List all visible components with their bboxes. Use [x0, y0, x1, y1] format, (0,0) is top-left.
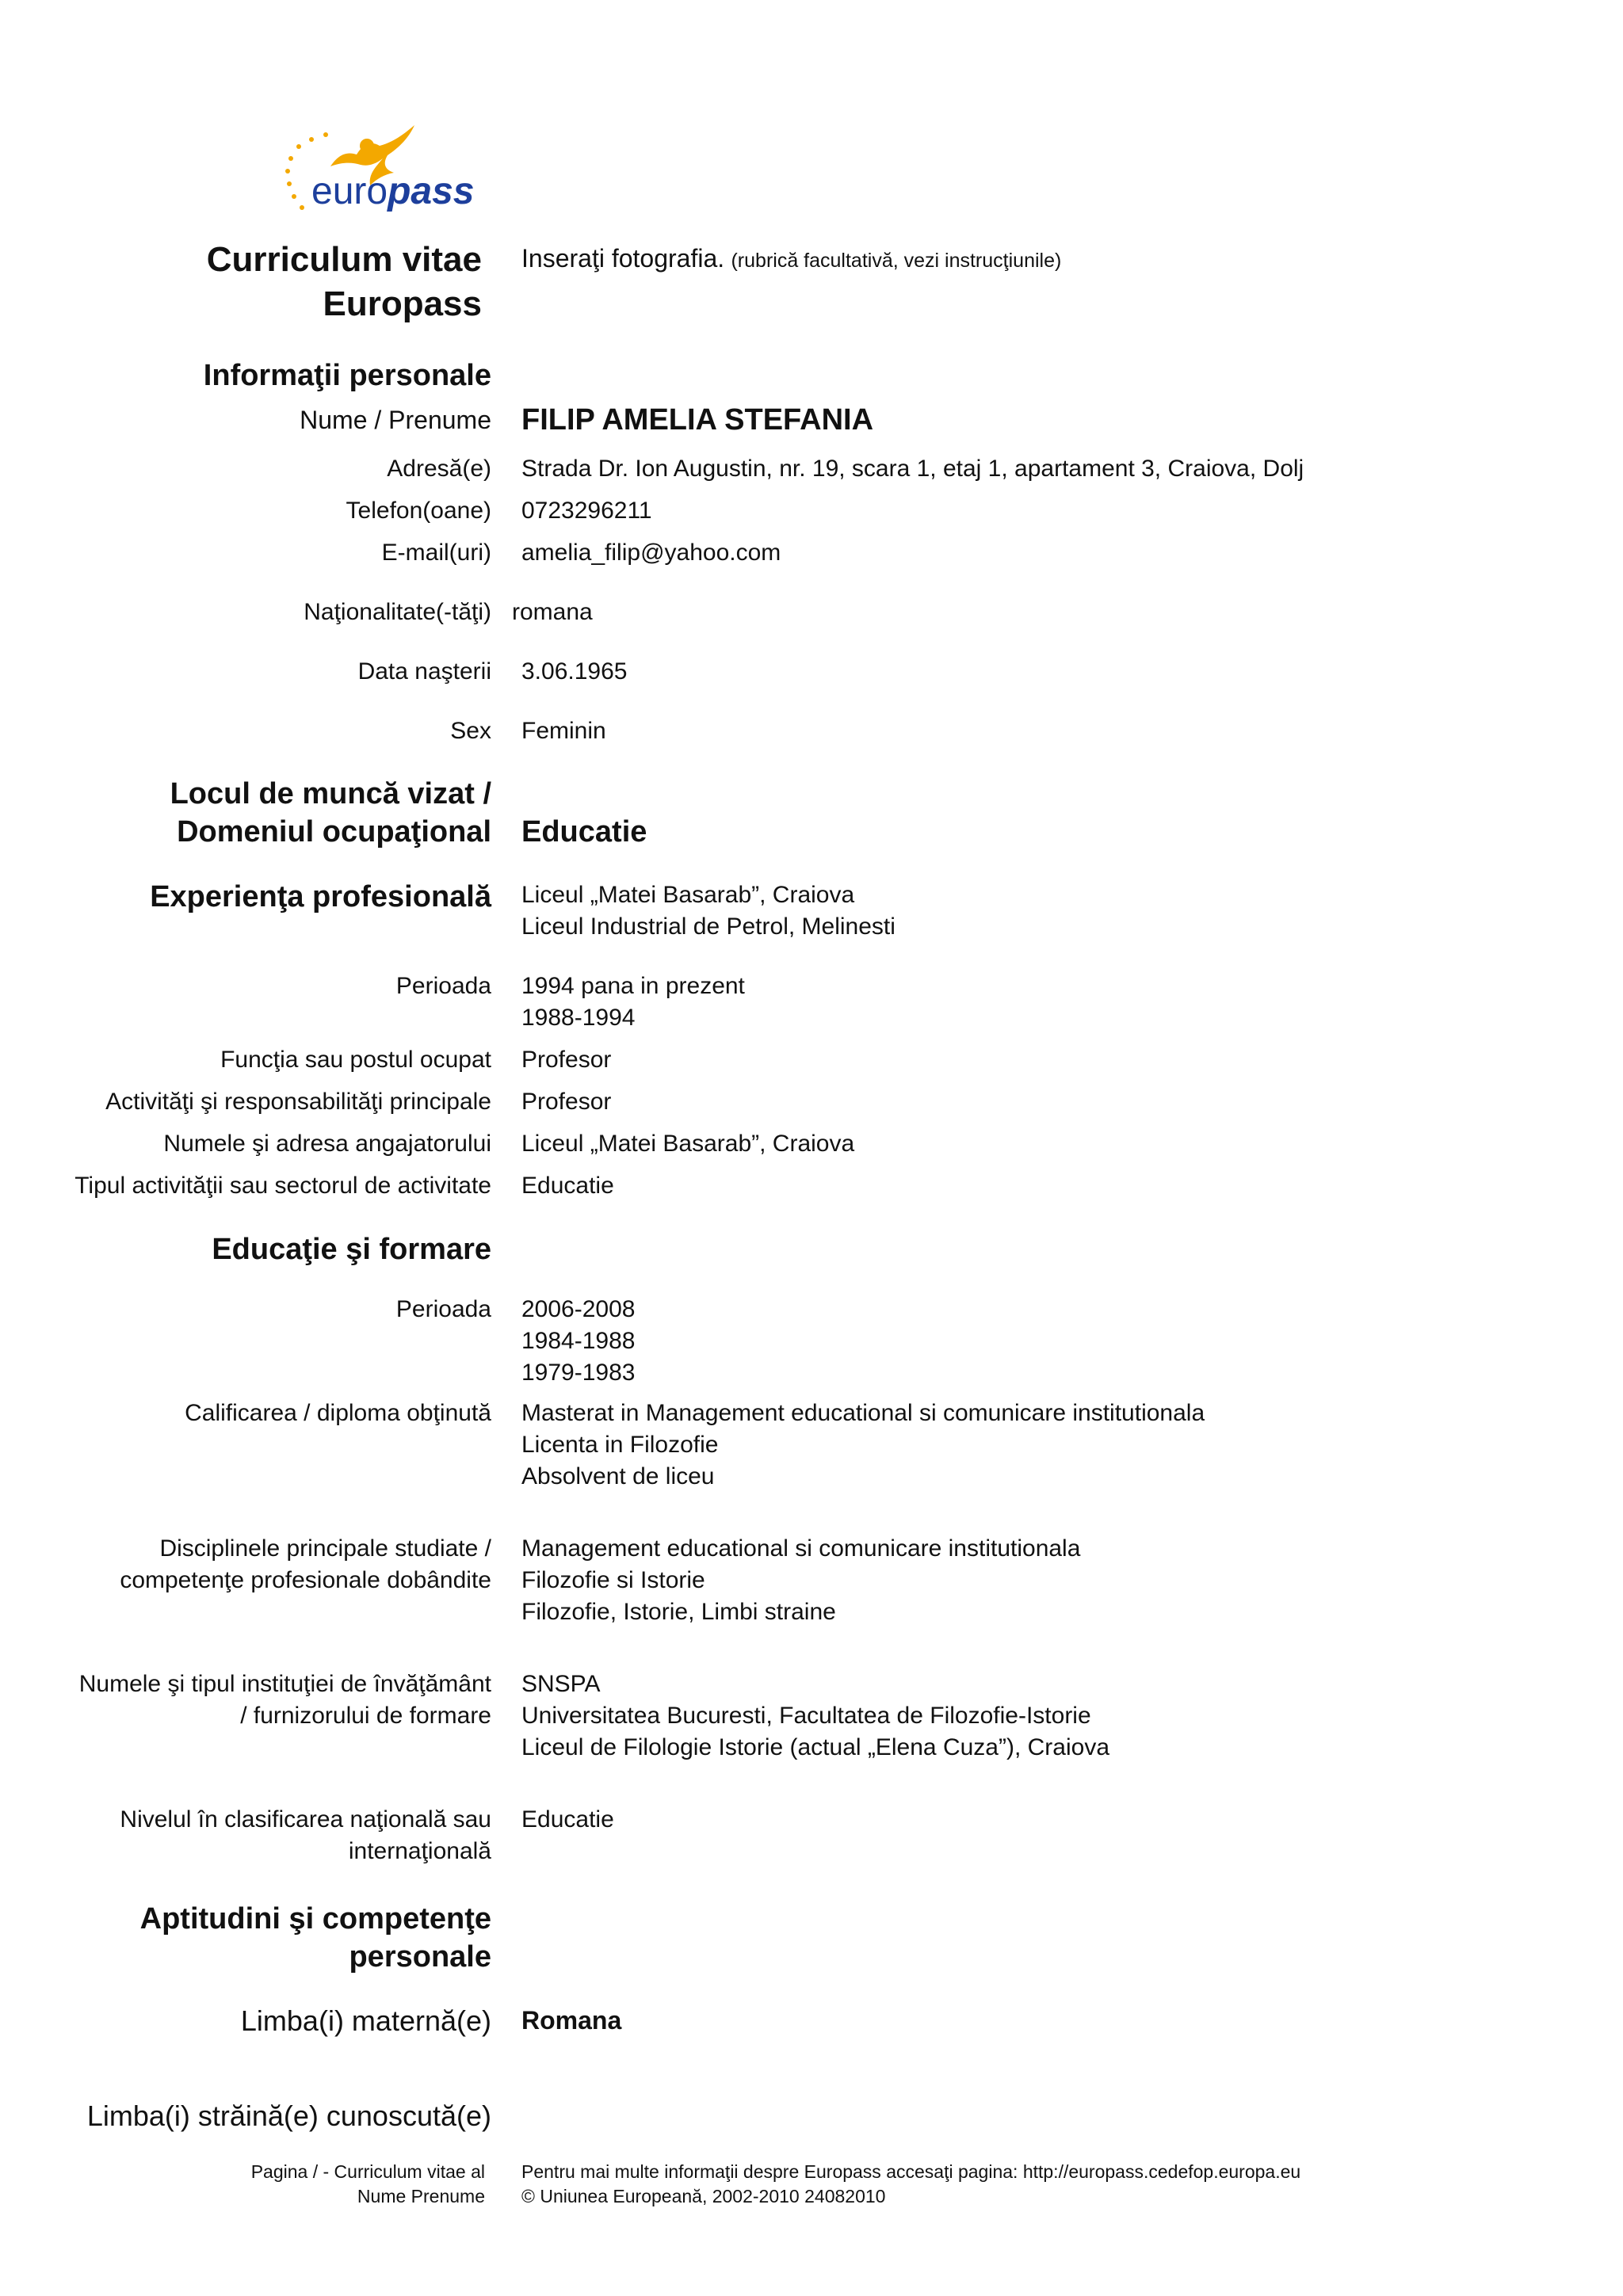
experience-period-label: Perioada	[395, 973, 491, 999]
experience-periods	[521, 971, 745, 1034]
nationality-value: romana	[512, 599, 593, 625]
target-job-heading: Locul de muncă vizat / Domeniul ocupaţional	[170, 777, 491, 849]
target-job-value: Educatie	[521, 815, 647, 849]
education-periods	[521, 1294, 635, 1389]
qualification-label: Calificarea / diploma obţinută	[185, 1400, 491, 1426]
address-value: Strada Dr. Ion Augustin, nr. 19, scara 1, etaj 1, apartament 3, Craiova, Dolj	[521, 456, 1304, 482]
nationality-label: Naţionalitate(-tăţi)	[304, 599, 491, 625]
list-item: Liceul Industrial de Petrol, Melinesti	[521, 913, 896, 940]
list-item: Liceul de Filologie Istorie (actual „Elena Cuza”), Craiova	[521, 1734, 1110, 1760]
sector-label: Tipul activităţii sau sectorul de activitate	[74, 1173, 491, 1199]
list-item: 1994 pana in prezent	[521, 973, 745, 999]
list-item: Filozofie, Istorie, Limbi straine	[521, 1599, 836, 1625]
list-item: 2006-2008	[521, 1296, 636, 1322]
activities-value: Profesor	[521, 1089, 612, 1115]
skills-heading: Aptitudini şi competenţe personale	[139, 1902, 491, 1974]
email-label: E-mail(uri)	[381, 540, 491, 566]
foreign-languages-label: Limba(i) străină(e) cunoscută(e)	[86, 2100, 491, 2132]
logo-pass-text: pass	[388, 170, 475, 212]
list-item: Absolvent de liceu	[521, 1463, 715, 1489]
education-heading: Educaţie şi formare	[212, 1233, 491, 1266]
name-label: Nume / Prenume	[300, 406, 491, 434]
position-value: Profesor	[521, 1047, 612, 1073]
mother-tongue-value: Romana	[521, 2006, 622, 2035]
activities-label: Activităţi şi responsabilităţi principale	[105, 1089, 491, 1115]
experience-heading: Experienţa profesională	[150, 880, 491, 913]
position-label: Funcţia sau postul ocupat	[220, 1047, 491, 1073]
list-item: Liceul „Matei Basarab”, Craiova	[521, 882, 855, 908]
sex-label: Sex	[450, 718, 491, 744]
phone-value: 0723296211	[521, 498, 652, 524]
list-item: Filozofie si Istorie	[521, 1567, 705, 1593]
list-item: Licenta in Filozofie	[521, 1432, 719, 1458]
logo-euro-text: euro	[311, 170, 388, 212]
education-period-label: Perioada	[395, 1296, 491, 1322]
subjects	[521, 1533, 1080, 1628]
list-item: 1984-1988	[521, 1328, 636, 1354]
employer-value: Liceul „Matei Basarab”, Craiova	[521, 1131, 855, 1157]
experience-employers	[521, 879, 896, 943]
address-label: Adresă(e)	[387, 456, 491, 482]
list-item: Management educational si comunicare institutionala	[521, 1535, 1081, 1562]
birth-date-value: 3.06.1965	[521, 658, 628, 685]
name-value: FILIP AMELIA STEFANIA	[521, 403, 874, 437]
list-item: Masterat in Management educational si comunicare institutionala	[521, 1400, 1205, 1426]
footer-page-info: Pagina / - Curriculum vitae al Nume Prenume	[250, 2161, 485, 2206]
sex-value: Feminin	[521, 718, 606, 744]
mother-tongue-label: Limba(i) maternă(e)	[240, 2004, 491, 2037]
level-value: Educatie	[521, 1806, 614, 1833]
institutions	[521, 1669, 1109, 1764]
level-label: Nivelul în clasificarea naţională sau internaţională	[120, 1806, 491, 1864]
list-item: Universitatea Bucuresti, Facultatea de Filozofie-Istorie	[521, 1703, 1091, 1729]
photo-placeholder: Inseraţi fotografia. (rubrică facultativă, vezi instrucţiunile)	[521, 244, 1062, 273]
email-value: amelia_filip@yahoo.com	[521, 540, 781, 566]
birth-date-label: Data naşterii	[357, 658, 491, 685]
qualifications	[521, 1398, 1205, 1493]
subjects-label: Disciplinele principale studiate / competenţe profesionale dobândite	[120, 1535, 491, 1593]
europass-logo	[281, 119, 475, 230]
institution-label: Numele şi tipul instituţiei de învăţământ / furnizorului de formare	[78, 1671, 491, 1729]
list-item: SNSPA	[521, 1671, 601, 1697]
list-item: 1979-1983	[521, 1360, 636, 1386]
list-item: 1988-1994	[521, 1005, 636, 1031]
personal-info-heading: Informaţii personale	[203, 359, 491, 392]
footer-europass-info: Pentru mai multe informaţii despre Europass accesaţi pagina: http://europass.cedefop.europa.eu © Uniunea Europeană, 2002-2010 24082010	[521, 2161, 1301, 2206]
sector-value: Educatie	[521, 1173, 614, 1199]
phone-label: Telefon(oane)	[346, 498, 491, 524]
employer-label: Numele şi adresa angajatorului	[163, 1131, 491, 1157]
cv-title: Curriculum vitae Europass	[206, 240, 482, 323]
